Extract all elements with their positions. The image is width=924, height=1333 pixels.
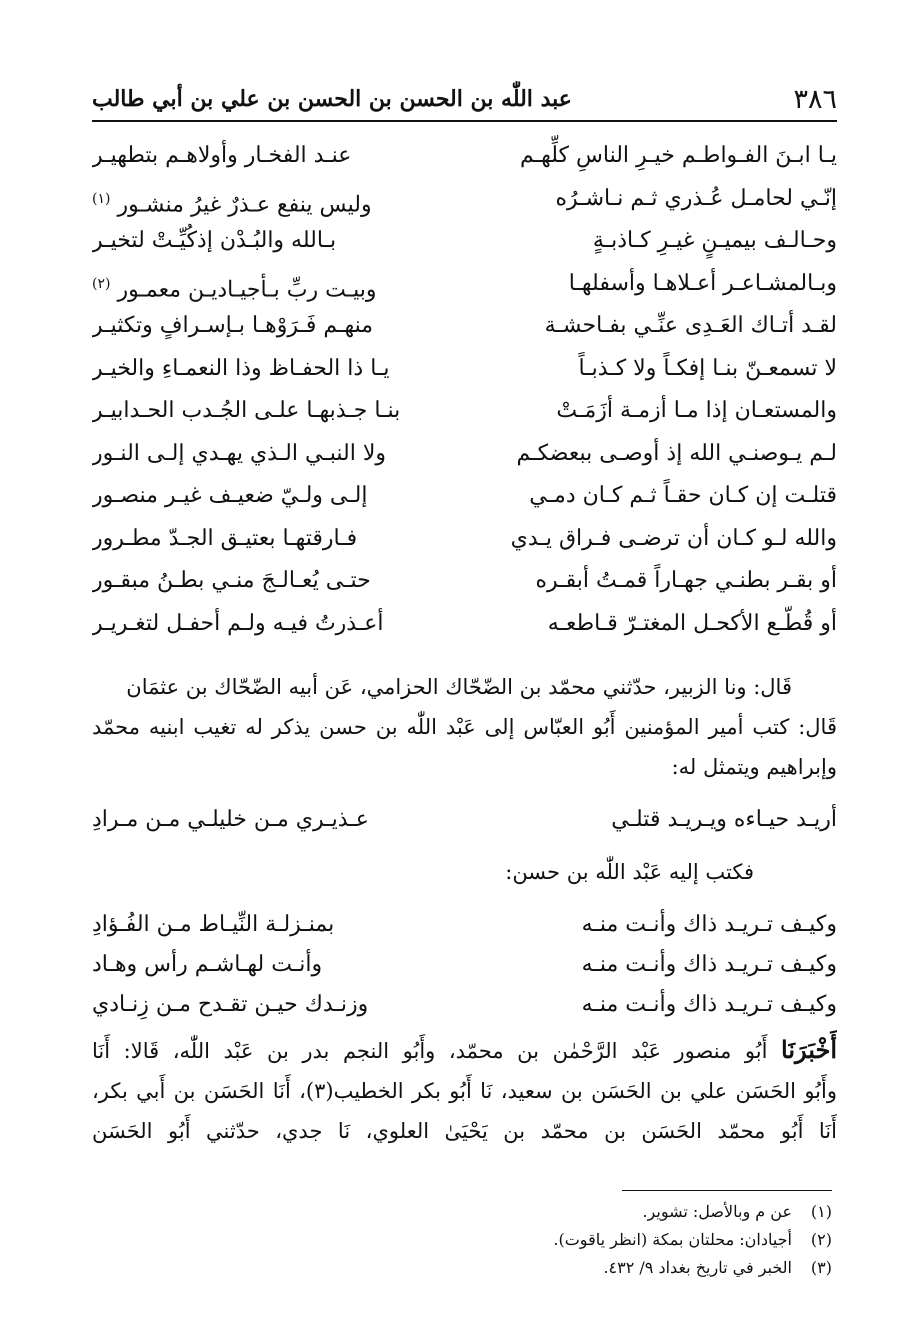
hemistich-text: وزنـدك حيـن تقـدح مـن زِنـادي [92,992,369,1017]
verse-row [92,800,837,840]
prose-line: قَال: ونا الزبير، حدّثني محمّد بن الضّحّاك الحزامي، عَن أبيه الضّحّاك بن عثمَان [126,675,792,699]
hemistich-text: فـارقتهـا بعتيـق الجـدّ مطـرور [92,525,358,551]
hemistich-text: بـالله والبُـدْن إذكُيِّـتْ لتخيـر [92,228,337,253]
first-hemistich: يـا ابـنَ الفـواطـم خيـرِ الناسِ كلِّهـم [520,143,837,168]
footnote [92,1226,832,1254]
page-header [92,80,837,122]
prose-line: وأَبُو الحَسَن علي بن الحَسَن بن سعيد، نَا أَبُو بكر الخطيب(٣)، أَنَا الحَسَن بن أَبي بكر، [92,1079,837,1103]
first-hemistich: وحـالـف بيميـنٍ غيـرِ كـاذبـةٍ [592,228,837,253]
footnotes [92,1198,832,1282]
prose-line: أَنَا أَبُو محمّد الحَسَن بن محمّد بن يَحْيَىٰ العلوي، نَا جدي، حدّثني أَبُو الحَسَن [92,1119,837,1143]
footnote-text: الخبر في تاريخ بغداد ٩/ ٤٣٢. [603,1258,792,1277]
second-hemistich [92,945,447,985]
footnote-number: (٣) [810,1258,832,1277]
hemistich-text: وأنـت لهـاشـم رأس وهـاد [92,952,323,977]
footnote [92,1198,832,1226]
footnote-marker: (١) [92,190,111,207]
poem-block-1 [92,135,837,645]
second-hemistich [92,518,447,561]
second-hemistich [92,263,447,312]
verse-row [92,390,837,433]
hemistich-text: ولا النبـي الـذي يهـدي إلـى النـور [92,440,387,466]
poem-block-2 [92,800,837,840]
second-hemistich [92,433,447,476]
second-hemistich [92,475,447,518]
second-hemistich [92,305,447,348]
hemistich-text: وبيـت ربِّ بـأجيـاديـن معمـور [117,276,377,302]
first-hemistich: قتلـت إن كـان حقـاً ثـم كـان دمـي [529,483,837,508]
first-hemistich: إنّـي لحامـل عُـذري ثـم نـاشـرُه [555,185,837,211]
verse-row [92,135,837,178]
verse-row [92,603,837,646]
first-hemistich: والله لـو كـان أن ترضـى فـراق يـدي [510,525,837,551]
hemistich-text: وليس ينفع عـذرٌ غيرُ منشـور [117,191,372,217]
second-hemistich [92,800,447,840]
verse-row [92,945,837,985]
verse-row [92,348,837,391]
prose-block-3 [92,1030,837,1151]
first-hemistich: وكيـف تـريـد ذاك وأنـت منـه [581,992,837,1017]
hemistich-text: إلـى ولـيّ ضعيـف غيـر منصـور [92,483,368,508]
second-hemistich [92,178,447,227]
hemistich-text: عـذيـري مـن خليلـي مـن مـرادِ [92,807,369,832]
verse-row [92,518,837,561]
footnote-number: (١) [810,1202,832,1221]
verse-row [92,433,837,476]
akhbarana-lead: أَخْبَرَنَا [781,1035,837,1064]
verse-row [92,985,837,1025]
hemistich-text: عنـد الفخـار وأولاهـم بتطهيـر [92,143,352,168]
verse-row [92,305,837,348]
second-hemistich [92,905,447,945]
hemistich-text: بنـا جـذبهـا علـى الجُـدب الحـدابيـر [92,398,401,423]
prose-line: فكتب إليه عَبْد اللّٰه بن حسن: [505,860,754,884]
hemistich-text: منهـم فَـرَوْهـا بـإسـرافٍ وتكثيـر [92,313,374,338]
second-hemistich [92,348,447,391]
prose-block-2 [92,852,837,892]
verse-row [92,178,837,221]
poem-block-3 [92,905,837,1025]
verse-row [92,560,837,603]
hemistich-text: بمنـزلـة النِّيـاط مـن الفُـؤادِ [92,912,335,937]
first-hemistich: وكيـف تـريـد ذاك وأنـت منـه [581,912,837,937]
footnote-marker: (٢) [92,275,111,292]
second-hemistich [92,560,447,603]
running-title: عبد اللّٰه بن الحسن بن الحسن بن علي بن أبي طالب [92,86,572,112]
verse-row [92,475,837,518]
prose-line: وإبراهيم ويتمثل له: [671,755,837,779]
first-hemistich: أريـد حيـاءه ويـريـد قتلـي [611,807,837,832]
verse-row [92,263,837,306]
first-hemistich: لا تسمعـنّ بنـا إفكـاً ولا كـذبـاً [578,355,837,381]
first-hemistich: أو قُطّـع الأكحـل المغتـرّ قـاطعـه [547,610,837,636]
first-hemistich: وكيـف تـريـد ذاك وأنـت منـه [581,952,837,977]
prose-block-1 [92,667,837,787]
second-hemistich [92,603,447,646]
hemistich-text: حتـى يُعـالـجَ منـي بطـنُ مبقـور [92,568,371,593]
first-hemistich: والمستعـان إذا مـا أزمـة أزَمَـتْ [556,398,837,423]
first-hemistich: وبـالمشـاعـر أعـلاهـا وأسفلهـا [568,270,837,296]
second-hemistich [92,135,447,178]
hemistich-text: يـا ذا الحفـاظ وذا النعمـاءِ والخيـر [92,355,390,381]
prose-line: قَال: كتب أمير المؤمنين أَبُو العبّاس إلى عَبْد اللّٰه بن حسن يذكر له تغيب ابنيه محمّد [92,715,837,739]
prose-line [92,1030,837,1071]
footnote-text: أجيادان: محلتان بمكة (انظر ياقوت). [553,1230,792,1249]
first-hemistich: لـم يـوصنـي الله إذ أوصـى ببعضكـم [516,440,837,466]
hemistich-text: أعـذرتُ فيـه ولـم أحفـل لتغـريـر [92,610,384,636]
verse-row [92,220,837,263]
first-hemistich: أو بقـر بطنـي جهـاراً قمـتُ أبقـره [535,568,837,593]
prose-line-rest: أَبُو منصور عَبْد الرَّحْمٰن بن محمّد، وأَبُو النجم بدر بن عَبْد اللّٰه، قَالا: أَنَا [92,1039,768,1063]
verse-row [92,905,837,945]
second-hemistich [92,985,447,1025]
second-hemistich [92,220,447,263]
second-hemistich [92,390,447,433]
footnote-number: (٢) [810,1230,832,1249]
footnote-text: عن م وبالأصل: تشوير. [642,1202,792,1221]
first-hemistich: لقـد أتـاك العَـدِى عنِّـي بفـاحشـة [544,313,837,338]
footnote-divider [622,1190,832,1191]
footnote [92,1254,832,1282]
page-number: ٣٨٦ [793,84,837,115]
